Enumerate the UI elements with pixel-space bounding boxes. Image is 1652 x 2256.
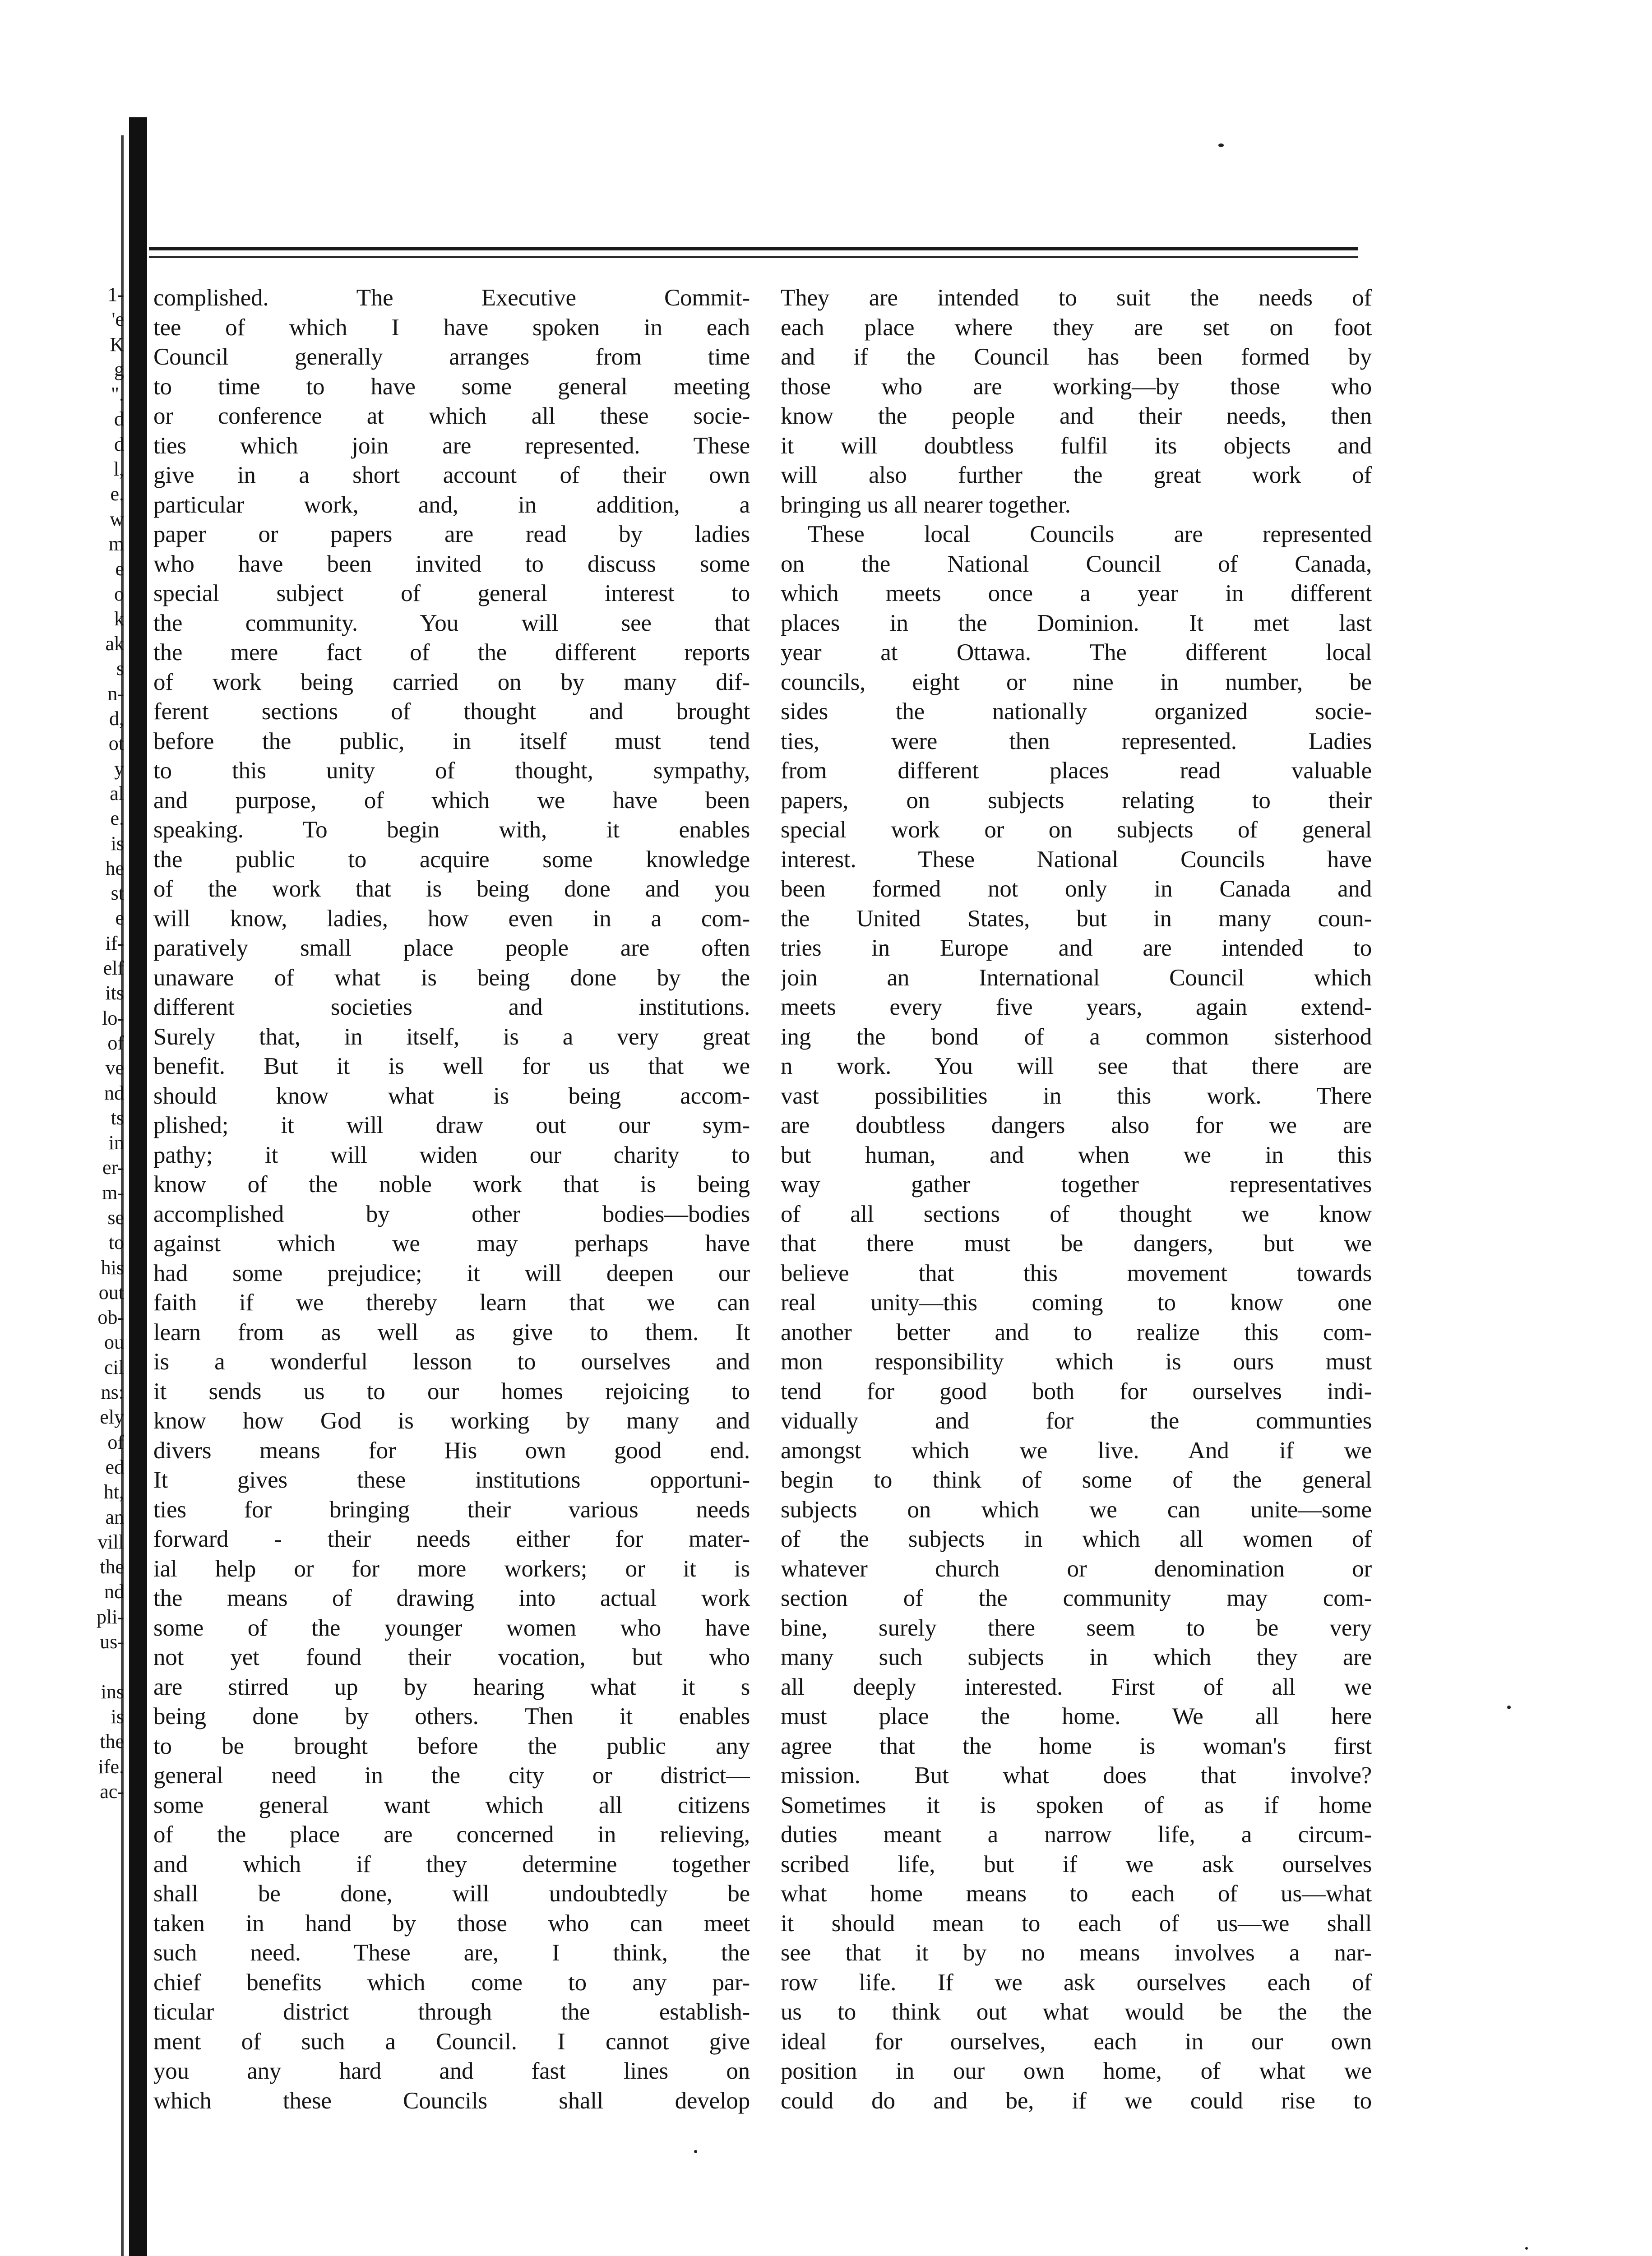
text-line: section of the community may com- [781,1585,1372,1611]
edge-fragment: ht, [103,1481,124,1503]
text-line: general need in the city or district— [153,1762,750,1789]
text-line: scribed life, but if we ask ourselves [781,1851,1372,1877]
text-line: bine, surely there seem to be very [781,1614,1372,1641]
text-line: real unity—this coming to know one [781,1290,1372,1316]
text-line: vidually and for the communties [781,1408,1372,1434]
edge-fragment: ins [101,1680,124,1703]
text-line: ferent sections of thought and brought [153,698,750,725]
edge-fragment: d [114,408,124,430]
text-line: the community. You will see that [153,610,750,636]
text-line: are stirred up by hearing what it s [153,1674,750,1700]
text-line: They are intended to suit the needs of [781,285,1372,311]
edge-fragment: n- [107,682,124,705]
text-line: which these Councils shall develop [153,2087,750,2114]
edge-fragment: an [105,1506,124,1528]
edge-fragment: he [105,857,124,879]
text-line: it will doubtless fulfil its objects and [781,432,1372,459]
text-line: year at Ottawa. The different local [781,639,1372,666]
text-line: Council generally arranges from time [153,344,750,370]
text-line: the mere fact of the different reports [153,639,750,666]
edge-fragment: of [107,1031,124,1054]
text-line: to be brought before the public any [153,1733,750,1759]
text-line: amongst which we live. And if we [781,1437,1372,1464]
edge-fragment: pli- [96,1605,124,1628]
edge-fragment: d [114,433,124,455]
text-line: of all sections of thought we know [781,1201,1372,1227]
text-line: ment of such a Council. I cannot give [153,2028,750,2055]
text-line: the means of drawing into actual work [153,1585,750,1611]
text-line: different societies and institutions. [153,994,750,1020]
edge-fragment: ns: [101,1381,124,1404]
edge-fragment: vill [97,1530,124,1553]
text-line: sides the nationally organized socie- [781,698,1372,725]
edge-fragment: st [111,882,124,905]
edge-fragment: ife. [98,1755,124,1778]
edge-fragment: ve [105,1057,124,1079]
edge-fragment: out [98,1281,124,1304]
text-line: interest. These National Councils have [781,846,1372,873]
right-text-column [781,283,1372,2116]
edge-fragment: se [107,1206,124,1229]
text-line: from different places read valuable [781,758,1372,784]
edge-fragment: the [100,1556,124,1578]
text-line: see that it by no means involves a nar- [781,1940,1372,1966]
edge-fragment: lo- [102,1007,124,1029]
text-line: what home means to each of us—what [781,1881,1372,1907]
text-line: of the place are concerned in relieving, [153,1821,750,1848]
text-line: had some prejudice; it will deepen our [153,1260,750,1286]
text-line: chief benefits which come to any par- [153,1969,750,1996]
text-line: such need. These are, I think, the [153,1940,750,1966]
text-line: mission. But what does that involve? [781,1762,1372,1789]
edge-fragment [68,1654,124,1679]
edge-fragment: g [114,358,124,380]
edge-fragment: al [110,782,124,804]
left-text-column [153,283,750,2116]
edge-fragment: ac- [100,1780,124,1803]
edge-fragment: K [110,333,124,356]
text-line: plished; it will draw out our sym- [153,1112,750,1138]
scan-speck [694,2150,697,2153]
edge-fragment: ". [111,383,124,406]
text-line: some of the younger women who have [153,1614,750,1641]
edge-fragment: to [108,1231,124,1254]
text-line: being done by others. Then it enables [153,1703,750,1729]
text-line: know how God is working by many and [153,1408,750,1434]
text-line: subjects on which we can unite—some [781,1496,1372,1523]
text-line: ing the bond of a common sisterhood [781,1023,1372,1050]
edge-fragment: ob- [97,1306,124,1329]
edge-fragment: of [107,1431,124,1453]
text-line: ial help or for more workers; or it is [153,1555,750,1582]
text-line: could do and be, if we could rise to [781,2087,1372,2114]
text-line: accomplished by other bodies—bodies [153,1201,750,1227]
text-line: you any hard and fast lines on [153,2058,750,2084]
edge-fragment: in [108,1132,124,1154]
scan-speck [1525,2247,1528,2250]
text-line: learn from as well as give to them. It [153,1319,750,1345]
text-line: and purpose, of which we have been [153,787,750,814]
text-line: n work. You will see that there are [781,1053,1372,1079]
edge-fragment: o [114,582,124,605]
text-line: those who are working—by those who [781,373,1372,400]
text-line: which meets once a year in different [781,580,1372,606]
edge-fragment: his [101,1256,124,1279]
edge-fragment: e [115,907,124,929]
text-line: it sends us to our homes rejoicing to [153,1378,750,1405]
text-line: some general want which all citizens [153,1792,750,1818]
text-line: each place where they are set on foot [781,314,1372,341]
header-rule [149,247,1358,250]
text-line: forward - their needs either for mater- [153,1526,750,1552]
edge-fragment: w [110,508,124,530]
text-line: on the National Council of Canada, [781,550,1372,577]
text-line: of the subjects in which all women of [781,1526,1372,1552]
text-line: will also further the great work of [781,462,1372,488]
text-line: us to think out what would be the the [781,1999,1372,2025]
scan-speck [1507,1706,1511,1709]
text-line: ticular district through the establish- [153,1999,750,2025]
edge-fragment: the [100,1730,124,1753]
edge-fragment: m- [102,1181,124,1204]
text-line: divers means for His own good end. [153,1437,750,1464]
text-line: to this unity of thought, sympathy, [153,758,750,784]
text-line: the United States, but in many coun- [781,905,1372,932]
edge-fragment: er- [102,1156,124,1179]
text-line: believe that this movement towards [781,1260,1372,1286]
text-line: meets every five years, again extend- [781,994,1372,1020]
text-line: agree that the home is woman's first [781,1733,1372,1759]
edge-fragment: ed [105,1456,124,1478]
text-line: tries in Europe and are intended to [781,935,1372,961]
text-line: ties for bringing their various needs [153,1496,750,1523]
text-line: must place the home. We all here [781,1703,1372,1729]
text-line: particular work, and, in addition, a [153,491,750,518]
text-line: paratively small place people are often [153,935,750,961]
edge-fragment: if- [105,932,124,954]
scan-speck [1218,143,1224,147]
text-line: should know what is being accom- [153,1082,750,1109]
text-line: duties meant a narrow life, a circum- [781,1821,1372,1848]
text-line: all deeply interested. First of all we [781,1674,1372,1700]
edge-fragment: ts [111,1106,124,1129]
text-line: way gather together representatives [781,1171,1372,1197]
text-line: join an International Council which [781,964,1372,991]
text-line: or conference at which all these socie- [153,403,750,429]
binding-bar [129,117,147,2256]
edge-fragment: s [116,657,124,680]
text-line: the public to acquire some knowledge [153,846,750,873]
edge-fragment: k [114,607,124,630]
text-line: It gives these institutions opportuni- [153,1467,750,1493]
edge-fragment: 1- [107,283,124,305]
edge-fragment: ak [105,633,124,655]
text-line: tee of which I have spoken in each [153,314,750,341]
text-line: special subject of general interest to [153,580,750,606]
text-line: know the people and their needs, then [781,403,1372,429]
text-line: papers, on subjects relating to their [781,787,1372,814]
edge-fragment: is [111,1705,124,1728]
text-line: that there must be dangers, but we [781,1230,1372,1257]
text-line: bringing us all nearer together. [781,491,1071,518]
edge-fragment: ot [108,732,124,755]
text-line: shall be done, will undoubtedly be [153,1881,750,1907]
text-line: is a wonderful lesson to ourselves and [153,1349,750,1375]
edge-fragment: l, [113,458,124,481]
text-line: position in our own home, of what we [781,2058,1372,2084]
text-line: it should mean to each of us—we shall [781,1910,1372,1937]
text-line: against which we may perhaps have [153,1230,750,1257]
text-line: ties, were then represented. Ladies [781,728,1372,754]
text-line: paper or papers are read by ladies [153,521,750,547]
edge-fragment: is [111,832,124,855]
text-line: another better and to realize this com- [781,1319,1372,1345]
edge-fragment: elf [103,957,124,980]
text-line: give in a short account of their own [153,462,750,488]
text-line: are doubtless dangers also for we are [781,1112,1372,1138]
text-line: many such subjects in which they are [781,1644,1372,1670]
text-line: and which if they determine together [153,1851,750,1877]
text-line: know of the noble work that is being [153,1171,750,1197]
text-line: before the public, in itself must tend [153,728,750,754]
edge-fragment: e [115,558,124,580]
edge-fragment: ou [104,1331,124,1354]
edge-fragment: d, [109,707,124,730]
text-line: but human, and when we in this [781,1142,1372,1168]
edge-fragment: its [105,982,124,1004]
edge-fragment: 'e [111,308,124,331]
text-line: These local Councils are represented [808,521,1372,547]
text-line: not yet found their vocation, but who [153,1644,750,1670]
text-line: Surely that, in itself, is a very great [153,1023,750,1050]
edge-fragment: nd [104,1581,124,1603]
previous-column-fragments [68,282,124,1804]
text-line: taken in hand by those who can meet [153,1910,750,1937]
text-line: special work or on subjects of general [781,817,1372,843]
text-line: tend for good both for ourselves indi- [781,1378,1372,1405]
text-line: complished. The Executive Commit- [153,285,750,311]
text-line: of the work that is being done and you [153,876,750,902]
text-line: mon responsibility which is ours must [781,1349,1372,1375]
edge-fragment: ely [100,1406,124,1428]
text-line: row life. If we ask ourselves each of [781,1969,1372,1996]
text-line: unaware of what is being done by the [153,964,750,991]
text-line: and if the Council has been formed by [781,344,1372,370]
text-line: faith if we thereby learn that we can [153,1290,750,1316]
text-line: who have been invited to discuss some [153,550,750,577]
edge-fragment: m [108,532,124,555]
text-line: of work being carried on by many dif- [153,669,750,695]
text-line: will know, ladies, how even in a com- [153,905,750,932]
text-line: begin to think of some of the general [781,1467,1372,1493]
text-line: speaking. To begin with, it enables [153,817,750,843]
text-line: ideal for ourselves, each in our own [781,2028,1372,2055]
edge-fragment: e. [110,483,124,505]
header-rule-secondary [149,256,1358,258]
text-line: councils, eight or nine in number, be [781,669,1372,695]
text-line: ties which join are represented. These [153,432,750,459]
text-line: whatever church or denomination or [781,1555,1372,1582]
edge-fragment: cil [104,1356,124,1378]
text-line: benefit. But it is well for us that we [153,1053,750,1079]
edge-fragment: y [114,757,124,780]
text-line: to time to have some general meeting [153,373,750,400]
text-line: places in the Dominion. It met last [781,610,1372,636]
text-line: Sometimes it is spoken of as if home [781,1792,1372,1818]
text-line: been formed not only in Canada and [781,876,1372,902]
text-line: vast possibilities in this work. There [781,1082,1372,1109]
edge-fragment: us- [100,1631,124,1653]
edge-fragment: nd [104,1082,124,1104]
edge-fragment: e. [110,807,124,830]
text-line: pathy; it will widen our charity to [153,1142,750,1168]
